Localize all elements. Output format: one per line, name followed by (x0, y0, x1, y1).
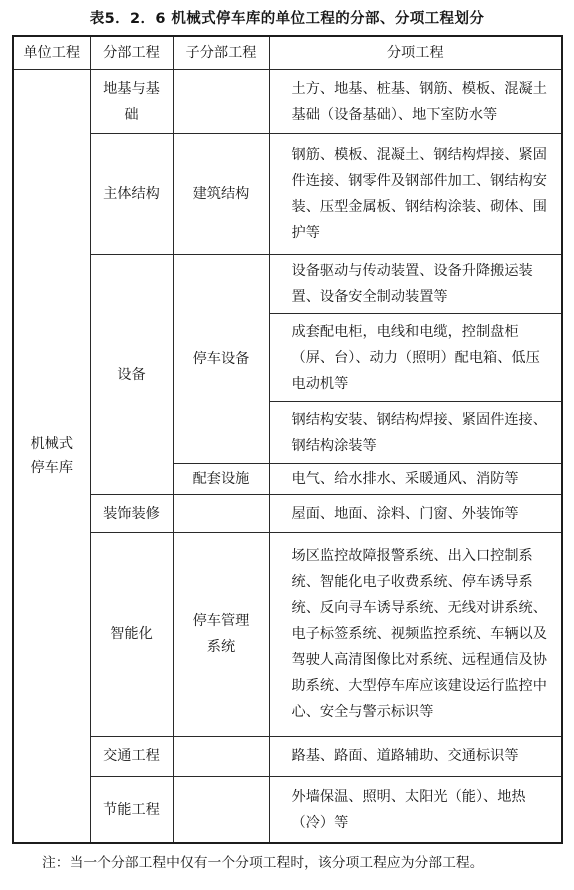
items-cell: 钢结构安装、钢结构焊接、紧固件连接、钢结构涂装等 (269, 401, 562, 463)
subdivision-cell (173, 70, 269, 134)
subdivision-cell: 停车设备 (173, 255, 269, 464)
items-cell: 土方、地基、桩基、钢筋、模板、混凝土基础（设备基础）、地下室防水等 (269, 70, 562, 134)
subdivision-cell: 建筑结构 (173, 134, 269, 255)
table-row (13, 255, 562, 314)
table-row (13, 70, 562, 134)
table-row (13, 777, 562, 843)
items-cell: 场区监控故障报警系统、出入口控制系统、智能化电子收费系统、停车诱导系统、反向寻车诱导系统、无线对讲系统、电子标签系统、视频监控系统、车辆以及驾驶人高清图像比对系统、远程通信及协助系统、大型停车库应该建设运行监控中心、安全与警示标识等 (269, 532, 562, 736)
subdivision-cell (173, 736, 269, 776)
items-cell: 设备驱动与传动装置、设备升降搬运装置、设备安全制动装置等 (269, 255, 562, 314)
table-row (13, 736, 562, 776)
table-row (13, 134, 562, 255)
items-cell: 屋面、地面、涂料、门窗、外装饰等 (269, 495, 562, 532)
subdivision-cell: 停车管理系统 (173, 532, 269, 736)
header-row (13, 36, 562, 70)
items-cell: 路基、路面、道路辅助、交通标识等 (269, 736, 562, 776)
division-cell: 设备 (90, 255, 173, 495)
items-cell: 成套配电柜，电线和电缆，控制盘柜（屏、台）、动力（照明）配电箱、低压电动机等 (269, 314, 562, 402)
footnote: 注：当一个分部工程中仅有一个分项工程时，该分项工程应为分部工程。 (42, 855, 484, 871)
division-cell: 主体结构 (90, 134, 173, 255)
items-cell: 外墙保温、照明、太阳光（能）、地热（冷）等 (269, 777, 562, 843)
table-title: 表5．2．6 机械式停车库的单位工程的分部、分项工程划分 (89, 11, 485, 27)
division-cell: 智能化 (90, 532, 173, 736)
unit-cell: 机械式停车库 (13, 70, 90, 844)
subdivision-cell (173, 495, 269, 532)
table-row (13, 532, 562, 736)
division-cell: 节能工程 (90, 777, 173, 843)
subdivision-cell: 配套设施 (173, 464, 269, 495)
division-table (12, 35, 563, 844)
items-cell: 电气、给水排水、采暖通风、消防等 (269, 464, 562, 495)
division-cell: 地基与基础 (90, 70, 173, 134)
header-items: 分项工程 (269, 36, 562, 70)
subdivision-cell (173, 777, 269, 843)
division-cell: 交通工程 (90, 736, 173, 776)
table-row (13, 495, 562, 532)
header-subdivision: 子分部工程 (173, 36, 269, 70)
header-division: 分部工程 (90, 36, 173, 70)
division-cell: 装饰装修 (90, 495, 173, 532)
items-cell: 钢筋、模板、混凝土、钢结构焊接、紧固件连接、钢零件及钢部件加工、钢结构安装、压型金属板、钢结构涂装、砌体、围护等 (269, 134, 562, 255)
header-unit: 单位工程 (13, 36, 90, 70)
